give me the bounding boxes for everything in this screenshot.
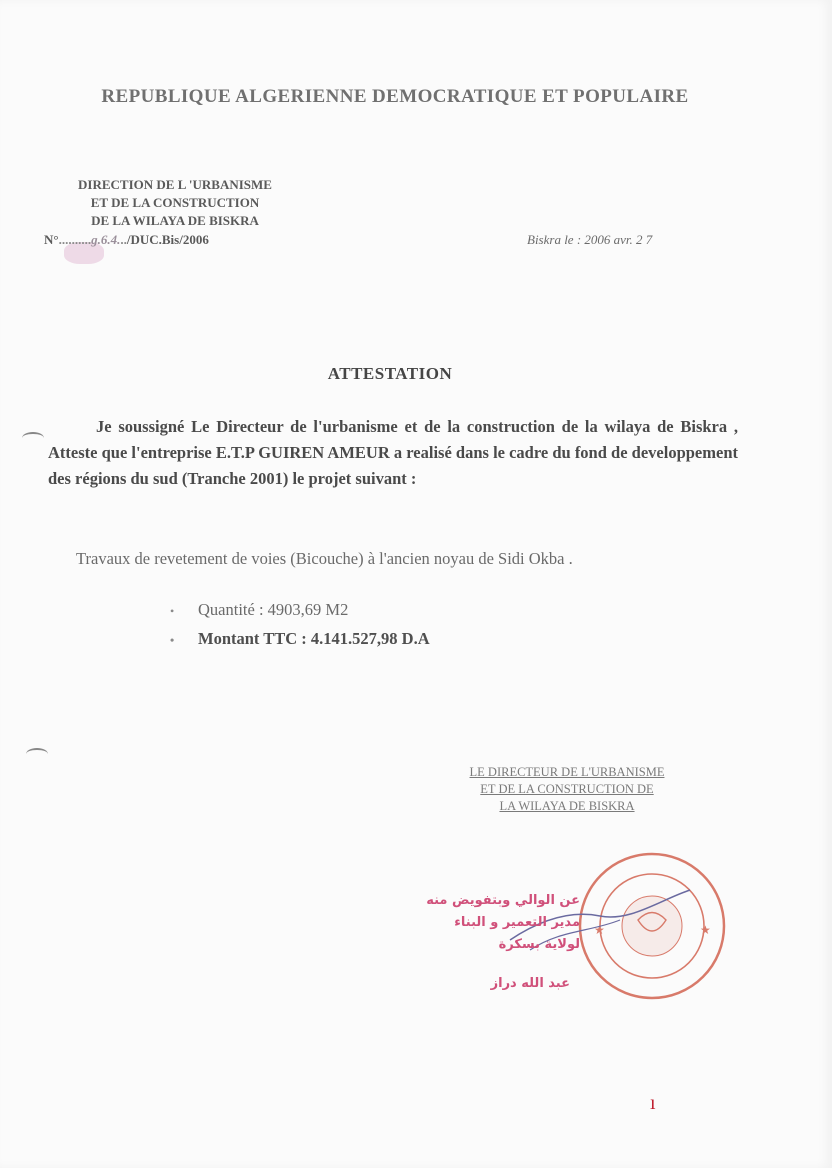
republic-heading: REPUBLIQUE ALGERIENNE DEMOCRATIQUE ET POPULAIRE [101,86,689,107]
stamp-line: لولاية بسكرة [498,937,580,952]
project-details-list [170,596,430,654]
stray-ink-mark: ı [650,1092,656,1114]
margin-mark [22,432,44,444]
document-date: Biskra le : 2006 avr. 2 7 [527,232,653,247]
reference-number [44,232,209,248]
svg-text:★: ★ [700,923,711,937]
document-title: ATTESTATION [327,364,453,383]
bullet-icon: • [170,633,175,647]
ref-prefix: N° [44,232,59,247]
stamp-line: مدير التعمير و البناء [454,915,580,930]
signatory-line: ET DE LA CONSTRUCTION DE [480,782,654,796]
stamp-signatory-name: عبد الله دراز [490,976,570,991]
detail-text: Montant TTC : 4.141.527,98 D.A [198,629,430,648]
attestation-paragraph: Je soussigné Le Directeur de l'urbanisme et de la construction de la wilaya de Biskra , Atteste que l'entreprise E.T.P GUIREN AMEUR a realisé dans le cadre du fond de developpement des régions du sud (Tranche 2001) le projet suivant : [48,417,738,488]
project-description: Travaux de revetement de voies (Bicouche) à l'ancien noyau de Sidi Okba . [76,549,573,568]
signatory-line: LA WILAYA DE BISKRA [499,799,635,813]
authority-line: ET DE LA CONSTRUCTION [90,195,260,210]
detail-item-amount [170,625,430,654]
ref-dots: .......... [58,232,92,247]
ref-dots: .. [120,232,127,247]
authority-line: DE LA WILAYA DE BISKRA [91,213,259,228]
margin-mark [26,748,48,760]
ref-handwritten-number: g.6.4. [91,232,121,247]
issuing-authority [40,176,310,230]
detail-text: Quantité : 4903,69 M2 [198,600,349,619]
svg-text:★: ★ [594,923,605,937]
signatory-line: LE DIRECTEUR DE L'URBANISME [469,765,665,779]
arabic-stamp [420,890,580,956]
detail-item-quantity [170,596,430,625]
ref-suffix: /DUC.Bis/2006 [126,232,209,247]
authority-line: DIRECTION DE L 'URBANISME [78,177,272,192]
stamp-line: عن الوالي وبتفويض منه [426,893,580,908]
signatory-title [412,764,722,815]
bullet-icon: • [170,604,175,618]
